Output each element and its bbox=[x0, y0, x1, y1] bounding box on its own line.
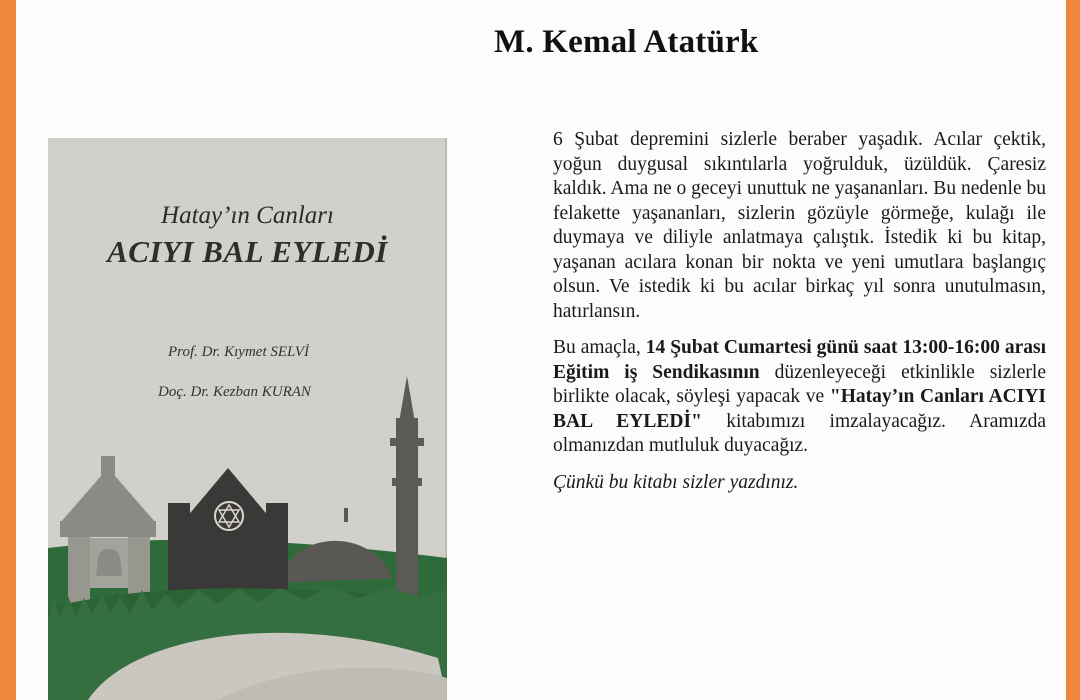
right-orange-border bbox=[1066, 0, 1080, 700]
quote-author: M. Kemal Atatürk bbox=[494, 24, 759, 60]
book-cover bbox=[48, 138, 447, 700]
book-author-1: Prof. Dr. Kıymet SELVİ bbox=[168, 344, 309, 360]
announcement-text bbox=[553, 128, 1046, 507]
closing-line: Çünkü bu kitabı sizler yazdınız. bbox=[553, 471, 799, 493]
paragraph-2 bbox=[553, 336, 1046, 459]
p2-middle: düzenleyeceği etkinlikle sizlerle birlikte olacak, söyleşi yapacak ve bbox=[553, 361, 1046, 407]
book-title-line2: ACIYI BAL EYLEDİ bbox=[107, 234, 388, 269]
book-author-2: Doç. Dr. Kezban KURAN bbox=[158, 384, 311, 400]
paragraph-1: 6 Şubat depremini sizlerle beraber yaşadık. Acılar çektik, yoğun duygusal sıkıntılarla yoğrulduk, üzüldük. Çaresiz kaldık. Ama ne o geceyi unuttuk ne yaşananları. Bu nedenle bu felakette yaşananları, sizlerin gözüyle görmeğe, kulağı ile duymaya ve diliyle anlatmaya çalıştık. İstedik ki bu kitap, yaşanan acılara konan bir nokta ve yeni umutlara başlangıç olsun. Ve istedik ki bu acılar birkaç yıl sonra unutulmasın, hatırlansın. bbox=[553, 129, 1046, 322]
book-title-quote: "Hatay’ın Canları ACIYI BAL EYLEDİ" bbox=[553, 386, 1046, 432]
p2-end: kitabımızı imzalayacağız. Aramızda olmanızdan mutluluk duyacağız. bbox=[553, 410, 1046, 456]
poster-page bbox=[16, 0, 1066, 700]
left-orange-border bbox=[0, 0, 16, 700]
event-date-time: 14 Şubat Cumartesi günü saat 13:00-16:00 arası Eğitim iş Sendikasının bbox=[553, 337, 1046, 383]
p2-intro: Bu amaçla, bbox=[553, 337, 646, 358]
book-title-line1: Hatay’ın Canları bbox=[161, 202, 334, 229]
